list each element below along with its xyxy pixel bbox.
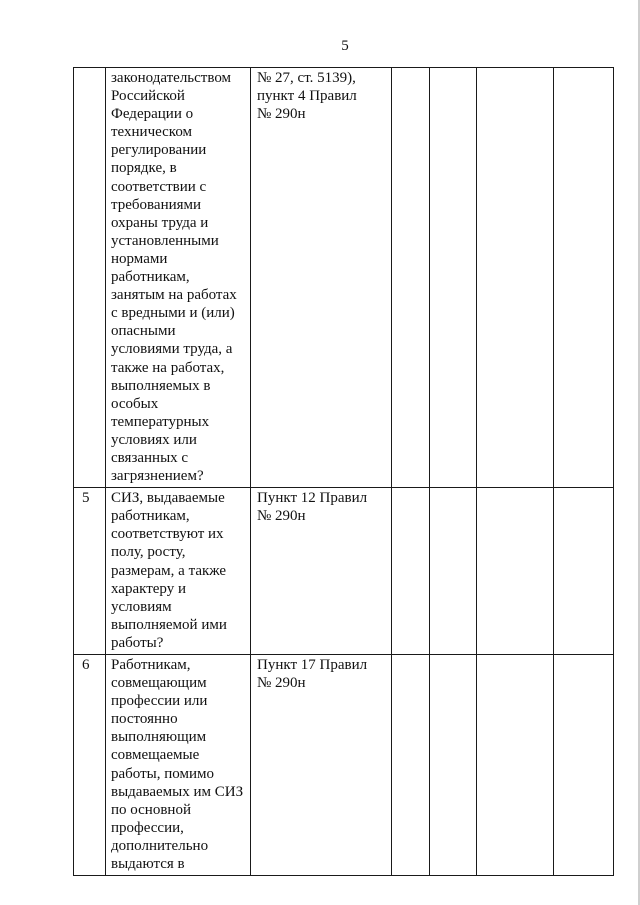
question-line: характеру и (111, 580, 186, 597)
question-line: охраны труда и (111, 214, 209, 231)
reference-cell (251, 488, 392, 655)
reference-line: Пункт 12 Правил (257, 490, 368, 507)
question-line: регулировании (111, 142, 207, 159)
question-line: выполняемых в (111, 377, 211, 394)
question-line: нормами (111, 250, 168, 267)
question-line: постоянно (111, 711, 178, 728)
question-line: размерам, а также (111, 562, 227, 579)
question-line: условиям (111, 598, 172, 615)
question-line: работы, помимо (111, 765, 214, 782)
reference-line: № 290н (257, 675, 306, 692)
question-line: установленными (111, 232, 219, 249)
answer-cell-yes (392, 488, 430, 655)
reference-line: пункт 4 Правил (257, 88, 357, 105)
answer-cell-not-applicable (477, 655, 554, 876)
checklist-table (73, 67, 614, 876)
question-line: соответствуют их (111, 526, 224, 543)
question-line: выдаются в (111, 856, 185, 873)
answer-cell-yes (392, 68, 430, 488)
question-line: требованиями (111, 196, 202, 213)
reference-line: Пункт 17 Правил (257, 657, 368, 673)
question-line: Работникам, (111, 657, 191, 673)
notes-cell (554, 68, 614, 488)
table-row (74, 655, 614, 876)
answer-cell-yes (392, 655, 430, 876)
question-line: профессии, (111, 819, 184, 836)
reference-line: № 290н (257, 106, 306, 123)
question-line: Федерации о (111, 106, 194, 123)
question-line: техническом (111, 124, 193, 141)
question-line: СИЗ, выдаваемые (111, 490, 225, 507)
question-line: связанных с (111, 449, 189, 466)
question-line: занятым на работах (111, 287, 237, 304)
question-line: работникам, (111, 508, 190, 525)
question-line: условиях или (111, 431, 197, 448)
answer-cell-no (430, 68, 477, 488)
question-line: совмещающим (111, 675, 207, 692)
question-line: выполняющим (111, 729, 207, 746)
question-line: дополнительно (111, 837, 209, 854)
page-number: 5 (341, 38, 349, 54)
reference-cell (251, 655, 392, 876)
question-line: работы? (111, 634, 164, 651)
question-line: законодательством (111, 70, 232, 86)
answer-cell-no (430, 655, 477, 876)
question-line: особых (111, 395, 159, 412)
question-line: опасными (111, 323, 176, 340)
question-line: профессии или (111, 693, 208, 710)
question-line: с вредными и (или) (111, 305, 235, 322)
reference-line: № 290н (257, 508, 306, 525)
question-line: условиями труда, а (111, 341, 233, 358)
notes-cell (554, 655, 614, 876)
question-line: совмещаемые (111, 747, 200, 764)
question-line: загрязнением? (111, 468, 204, 485)
question-line: выполняемой ими (111, 616, 227, 633)
row-number-cell (74, 68, 106, 488)
question-line: соответствии с (111, 178, 207, 195)
question-line: температурных (111, 413, 210, 430)
reference-line: № 27, ст. 5139), (257, 70, 356, 86)
row-number-cell: 5 (74, 488, 106, 655)
question-line: порядке, в (111, 160, 177, 177)
question-line: работникам, (111, 269, 190, 286)
question-line: Российской (111, 88, 185, 105)
question-line: также на работах, (111, 359, 225, 376)
table-row (74, 68, 614, 488)
question-line: по основной (111, 801, 191, 818)
question-line: полу, росту, (111, 544, 186, 561)
question-cell (106, 68, 251, 488)
answer-cell-no (430, 488, 477, 655)
answer-cell-not-applicable (477, 68, 554, 488)
notes-cell (554, 488, 614, 655)
row-number-cell: 6 (74, 655, 106, 876)
reference-cell (251, 68, 392, 488)
table-row (74, 488, 614, 655)
question-cell (106, 488, 251, 655)
answer-cell-not-applicable (477, 488, 554, 655)
question-cell (106, 655, 251, 876)
question-line: выдаваемых им СИЗ (111, 783, 244, 800)
